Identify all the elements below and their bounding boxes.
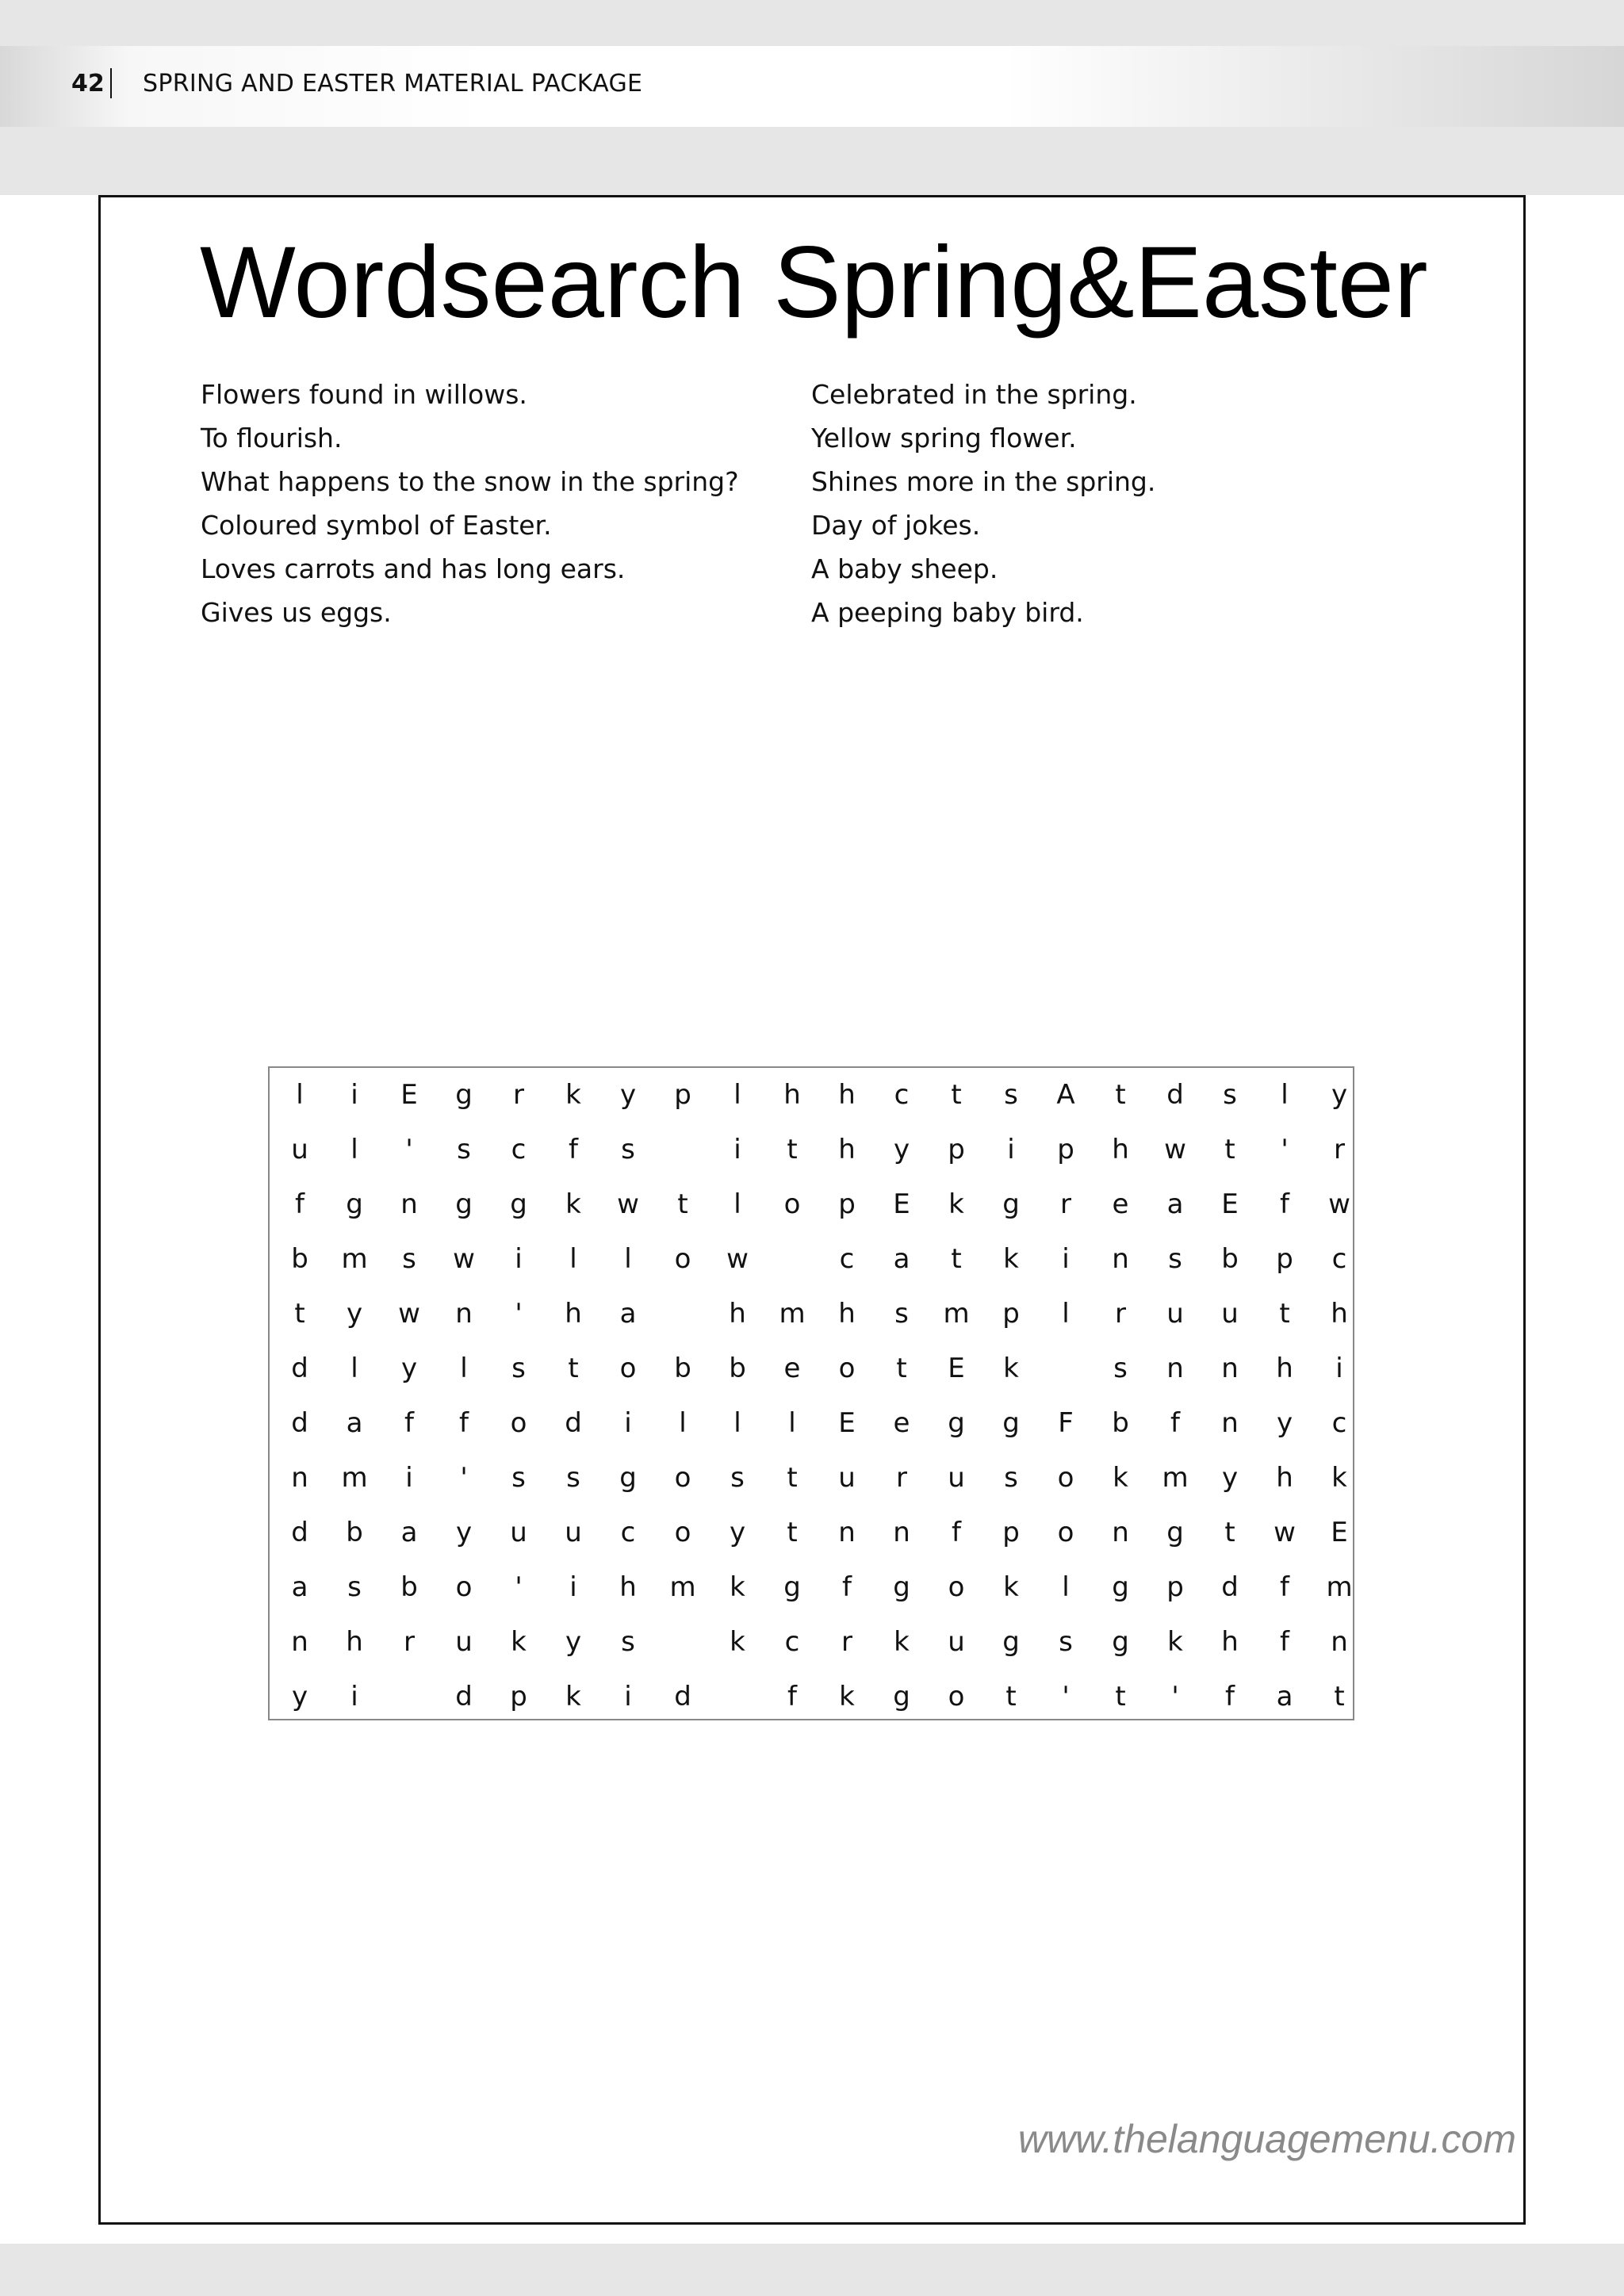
grid-cell xyxy=(656,1123,710,1177)
grid-cell: y xyxy=(1331,1079,1348,1111)
grid-cell: i xyxy=(1007,1134,1015,1165)
grid-cell: y xyxy=(455,1517,473,1548)
grid-row xyxy=(270,1560,1353,1615)
grid-cell: g xyxy=(783,1571,801,1603)
grid-cell: n xyxy=(1221,1407,1239,1439)
grid-cell: h xyxy=(838,1298,856,1330)
grid-cell: r xyxy=(513,1079,524,1111)
grid-cell: h xyxy=(565,1298,582,1330)
grid-cell: a xyxy=(1166,1188,1184,1220)
grid-cell: i xyxy=(405,1462,413,1494)
grid-cell: y xyxy=(1276,1407,1293,1439)
grid-row xyxy=(270,1232,1353,1287)
grid-cell: t xyxy=(787,1134,798,1165)
grid-cell: d xyxy=(1166,1079,1184,1111)
grid-cell: l xyxy=(569,1243,577,1275)
grid-cell: h xyxy=(619,1571,637,1603)
grid-cell: ' xyxy=(1171,1681,1179,1712)
grid-cell: g xyxy=(1002,1626,1020,1658)
grid-cell: d xyxy=(291,1517,308,1548)
grid-cell: o xyxy=(1057,1517,1074,1548)
grid-cell: u xyxy=(1221,1298,1239,1330)
grid-cell: o xyxy=(510,1407,527,1439)
grid-cell: E xyxy=(1331,1517,1348,1548)
grid-cell: u xyxy=(948,1462,965,1494)
grid-cell: c xyxy=(1331,1407,1347,1439)
grid-cell xyxy=(710,1670,765,1724)
grid-cell: t xyxy=(1279,1298,1290,1330)
grid-cell: o xyxy=(455,1571,473,1603)
grid-cell: t xyxy=(1115,1079,1126,1111)
grid-cell: p xyxy=(1057,1134,1074,1165)
grid-cell: n xyxy=(291,1462,308,1494)
grid-cell: k xyxy=(1003,1571,1019,1603)
grid-cell: g xyxy=(455,1079,473,1111)
grid-cell: l xyxy=(296,1079,304,1111)
grid-cell: e xyxy=(1112,1188,1129,1220)
grid-cell: h xyxy=(1276,1353,1293,1384)
grid-cell: o xyxy=(674,1517,691,1548)
grid-cell: r xyxy=(1115,1298,1126,1330)
grid-cell: n xyxy=(291,1626,308,1658)
grid-cell: i xyxy=(350,1079,358,1111)
clue: Yellow spring flower. xyxy=(811,423,1077,453)
grid-cell: n xyxy=(838,1517,856,1548)
grid-cell: a xyxy=(400,1517,418,1548)
grid-cell: k xyxy=(730,1571,745,1603)
grid-cell: r xyxy=(404,1626,415,1658)
grid-cell: o xyxy=(838,1353,856,1384)
grid-cell: y xyxy=(893,1134,910,1165)
grid-cell: s xyxy=(457,1134,471,1165)
grid-cell: b xyxy=(1221,1243,1239,1275)
grid-cell: f xyxy=(404,1407,414,1439)
grid-cell: t xyxy=(787,1517,798,1548)
grid-row xyxy=(270,1341,1353,1396)
grid-cell: d xyxy=(291,1407,308,1439)
grid-cell: o xyxy=(619,1353,637,1384)
grid-cell: k xyxy=(1113,1462,1128,1494)
grid-cell: h xyxy=(1221,1626,1239,1658)
grid-row xyxy=(270,1123,1353,1177)
grid-cell: ' xyxy=(460,1462,468,1494)
grid-cell: f xyxy=(1225,1681,1235,1712)
grid-cell: w xyxy=(1328,1188,1350,1220)
grid-cell: i xyxy=(515,1243,523,1275)
grid-cell: k xyxy=(894,1626,910,1658)
bottom-band xyxy=(0,2244,1624,2296)
grid-cell: y xyxy=(729,1517,746,1548)
grid-cell: g xyxy=(1002,1407,1020,1439)
grid-cell: u xyxy=(1166,1298,1184,1330)
grid-cell: E xyxy=(838,1407,856,1439)
grid-cell: g xyxy=(510,1188,527,1220)
grid-cell: p xyxy=(948,1134,965,1165)
grid-cell: t xyxy=(568,1353,579,1384)
grid-cell: g xyxy=(1166,1517,1184,1548)
page-number: 42 xyxy=(71,70,105,98)
grid-cell: d xyxy=(455,1681,473,1712)
grid-cell: o xyxy=(674,1243,691,1275)
grid-cell: l xyxy=(733,1407,741,1439)
clue: Shines more in the spring. xyxy=(811,466,1156,497)
grid-cell: E xyxy=(400,1079,418,1111)
grid-cell: k xyxy=(511,1626,527,1658)
grid-cell: h xyxy=(783,1079,801,1111)
grid-cell xyxy=(1039,1341,1094,1396)
grid-cell: s xyxy=(511,1462,526,1494)
grid-cell: h xyxy=(838,1079,856,1111)
grid-cell: m xyxy=(779,1298,806,1330)
grid-cell: n xyxy=(455,1298,473,1330)
grid-cell: p xyxy=(838,1188,856,1220)
grid-cell: d xyxy=(291,1353,308,1384)
grid-cell: h xyxy=(729,1298,746,1330)
grid-cell: g xyxy=(1112,1626,1129,1658)
grid-cell: ' xyxy=(405,1134,413,1165)
grid-cell: n xyxy=(1112,1517,1129,1548)
grid-cell: s xyxy=(1059,1626,1073,1658)
grid-cell: h xyxy=(1276,1462,1293,1494)
grid-cell xyxy=(656,1287,710,1341)
grid-cell: w xyxy=(1274,1517,1296,1548)
grid-cell: p xyxy=(1166,1571,1184,1603)
grid-cell: e xyxy=(893,1407,910,1439)
grid-cell: k xyxy=(565,1188,581,1220)
grid-cell: g xyxy=(455,1188,473,1220)
grid-cell: l xyxy=(733,1079,741,1111)
grid-row xyxy=(270,1615,1353,1670)
grid-cell: c xyxy=(784,1626,800,1658)
grid-cell: a xyxy=(291,1571,308,1603)
grid-cell: f xyxy=(1170,1407,1180,1439)
grid-cell: u xyxy=(291,1134,308,1165)
grid-cell: b xyxy=(400,1571,418,1603)
grid-cell: s xyxy=(894,1298,909,1330)
grid-cell: k xyxy=(1003,1243,1019,1275)
grid-cell: t xyxy=(951,1079,962,1111)
grid-cell: s xyxy=(1223,1079,1237,1111)
grid-cell: s xyxy=(566,1462,580,1494)
grid-cell: E xyxy=(948,1353,965,1384)
grid-cell: g xyxy=(948,1407,965,1439)
grid-cell: u xyxy=(948,1626,965,1658)
grid-cell: f xyxy=(569,1134,578,1165)
grid-cell: s xyxy=(402,1243,416,1275)
grid-cell: c xyxy=(620,1517,636,1548)
grid-cell: i xyxy=(733,1134,741,1165)
grid-cell: r xyxy=(841,1626,852,1658)
grid-cell: o xyxy=(948,1571,965,1603)
grid-cell: p xyxy=(510,1681,527,1712)
grid-cell: m xyxy=(341,1462,368,1494)
grid-cell: g xyxy=(893,1571,910,1603)
grid-cell: l xyxy=(1281,1079,1289,1111)
grid-cell: f xyxy=(295,1188,304,1220)
grid-cell: y xyxy=(565,1626,582,1658)
grid-cell: a xyxy=(1276,1681,1293,1712)
grid-cell: l xyxy=(679,1407,687,1439)
clue: Day of jokes. xyxy=(811,510,981,541)
grid-cell: t xyxy=(1224,1134,1235,1165)
grid-cell: n xyxy=(1331,1626,1348,1658)
grid-cell: i xyxy=(624,1681,632,1712)
grid-cell: a xyxy=(346,1407,363,1439)
grid-cell: l xyxy=(460,1353,468,1384)
grid-cell: u xyxy=(455,1626,473,1658)
grid-cell: A xyxy=(1056,1079,1075,1111)
grid-cell: s xyxy=(621,1626,635,1658)
grid-cell: p xyxy=(1002,1298,1020,1330)
clue: A baby sheep. xyxy=(811,553,998,584)
grid-cell: i xyxy=(1062,1243,1070,1275)
grid-cell: n xyxy=(893,1517,910,1548)
grid-cell: b xyxy=(729,1353,746,1384)
grid-cell: i xyxy=(624,1407,632,1439)
grid-row xyxy=(270,1287,1353,1341)
grid-cell: l xyxy=(350,1134,358,1165)
grid-cell: l xyxy=(624,1243,632,1275)
wordsearch-grid xyxy=(268,1066,1354,1720)
grid-cell: y xyxy=(619,1079,637,1111)
grid-cell: i xyxy=(569,1571,577,1603)
clue: Celebrated in the spring. xyxy=(811,379,1137,410)
grid-cell: r xyxy=(1060,1188,1071,1220)
grid-cell: k xyxy=(730,1626,745,1658)
grid-cell: w xyxy=(726,1243,749,1275)
grid-cell: c xyxy=(511,1134,527,1165)
clue: Flowers found in willows. xyxy=(201,379,527,410)
grid-cell: b xyxy=(674,1353,691,1384)
grid-cell: h xyxy=(1112,1134,1129,1165)
grid-cell: g xyxy=(619,1462,637,1494)
grid-cell: p xyxy=(1276,1243,1293,1275)
grid-cell: u xyxy=(510,1517,527,1548)
grid-cell: d xyxy=(1221,1571,1239,1603)
grid-cell: p xyxy=(674,1079,691,1111)
grid-cell: t xyxy=(1334,1681,1345,1712)
grid-cell: b xyxy=(346,1517,363,1548)
grid-cell: t xyxy=(1224,1517,1235,1548)
grid-cell: u xyxy=(838,1462,856,1494)
grid-cell: r xyxy=(1334,1134,1345,1165)
grid-cell: s xyxy=(511,1353,526,1384)
grid-cell: l xyxy=(733,1188,741,1220)
grid-cell: ' xyxy=(515,1298,523,1330)
grid-cell: a xyxy=(619,1298,637,1330)
website-url: www.thelanguagemenu.com xyxy=(1017,2117,1516,2161)
clue-list-right xyxy=(811,373,1155,634)
grid-cell: w xyxy=(453,1243,475,1275)
grid-cell: w xyxy=(617,1188,639,1220)
grid-cell: l xyxy=(1062,1571,1070,1603)
grid-cell: k xyxy=(565,1079,581,1111)
grid-cell: s xyxy=(1113,1353,1128,1384)
grid-cell: b xyxy=(1112,1407,1129,1439)
grid-cell: k xyxy=(948,1188,964,1220)
grid-cell: h xyxy=(346,1626,363,1658)
grid-cell: p xyxy=(1002,1517,1020,1548)
grid-cell: i xyxy=(1335,1353,1343,1384)
grid-cell: w xyxy=(1164,1134,1186,1165)
grid-cell: g xyxy=(1112,1571,1129,1603)
grid-cell: s xyxy=(1004,1462,1018,1494)
grid-cell xyxy=(765,1232,820,1287)
grid-cell xyxy=(382,1670,437,1724)
grid-cell: m xyxy=(1326,1571,1353,1603)
grid-row xyxy=(270,1451,1353,1506)
grid-cell: l xyxy=(788,1407,796,1439)
grid-cell: l xyxy=(1062,1298,1070,1330)
grid-cell: b xyxy=(291,1243,308,1275)
grid-row xyxy=(270,1396,1353,1451)
grid-row xyxy=(270,1670,1353,1724)
grid-cell: s xyxy=(730,1462,745,1494)
grid-cell: m xyxy=(341,1243,368,1275)
grid-cell: ' xyxy=(515,1571,523,1603)
grid-row xyxy=(270,1068,1353,1123)
grid-cell: d xyxy=(565,1407,582,1439)
grid-cell: f xyxy=(787,1681,797,1712)
grid-cell: o xyxy=(783,1188,801,1220)
grid-cell: d xyxy=(674,1681,691,1712)
grid-cell: t xyxy=(1005,1681,1017,1712)
grid-cell: s xyxy=(1168,1243,1182,1275)
grid-cell: a xyxy=(893,1243,910,1275)
grid-cell: t xyxy=(787,1462,798,1494)
grid-cell: r xyxy=(896,1462,907,1494)
grid-cell: E xyxy=(1221,1188,1239,1220)
grid-cell: t xyxy=(1115,1681,1126,1712)
grid-cell: g xyxy=(893,1681,910,1712)
grid-cell: ' xyxy=(1062,1681,1070,1712)
grid-cell: s xyxy=(347,1571,362,1603)
header-title: SPRING AND EASTER MATERIAL PACKAGE xyxy=(143,70,643,98)
grid-cell: y xyxy=(291,1681,308,1712)
grid-cell: t xyxy=(677,1188,688,1220)
grid-cell: o xyxy=(1057,1462,1074,1494)
grid-cell: f xyxy=(1280,1571,1289,1603)
grid-cell: g xyxy=(346,1188,363,1220)
grid-cell: l xyxy=(350,1353,358,1384)
grid-cell: k xyxy=(565,1681,581,1712)
header-divider xyxy=(110,68,112,98)
grid-cell: k xyxy=(1331,1462,1347,1494)
grid-cell: y xyxy=(346,1298,363,1330)
grid-cell: ' xyxy=(1281,1134,1289,1165)
grid-cell: c xyxy=(894,1079,910,1111)
grid-cell: t xyxy=(896,1353,907,1384)
clue: Gives us eggs. xyxy=(201,597,392,628)
grid-cell: k xyxy=(1167,1626,1183,1658)
grid-cell: n xyxy=(1166,1353,1184,1384)
grid-cell: F xyxy=(1058,1407,1074,1439)
grid-cell: n xyxy=(1112,1243,1129,1275)
worksheet-title: Wordsearch Spring&Easter xyxy=(200,226,1428,339)
grid-cell: f xyxy=(1280,1188,1289,1220)
clue: A peeping baby bird. xyxy=(811,597,1084,628)
grid-cell: n xyxy=(1221,1353,1239,1384)
grid-cell: t xyxy=(951,1243,962,1275)
grid-cell: f xyxy=(1280,1626,1289,1658)
grid-cell: y xyxy=(400,1353,418,1384)
grid-cell: c xyxy=(839,1243,855,1275)
grid-cell: w xyxy=(398,1298,420,1330)
grid-cell: m xyxy=(1162,1462,1189,1494)
grid-cell: k xyxy=(839,1681,855,1712)
grid-cell: f xyxy=(459,1407,469,1439)
grid-cell: k xyxy=(1003,1353,1019,1384)
grid-cell: o xyxy=(674,1462,691,1494)
grid-cell: e xyxy=(783,1353,801,1384)
grid-cell: h xyxy=(1331,1298,1348,1330)
grid-cell: n xyxy=(400,1188,418,1220)
grid-row xyxy=(270,1506,1353,1560)
grid-cell: m xyxy=(669,1571,696,1603)
grid-cell: m xyxy=(943,1298,970,1330)
clue-list-left xyxy=(201,373,739,634)
grid-cell: s xyxy=(1004,1079,1018,1111)
clue: Loves carrots and has long ears. xyxy=(201,553,626,584)
grid-cell: s xyxy=(621,1134,635,1165)
clue: To flourish. xyxy=(201,423,343,453)
grid-cell: E xyxy=(893,1188,910,1220)
grid-cell: y xyxy=(1221,1462,1239,1494)
grid-cell: f xyxy=(842,1571,852,1603)
grid-cell: t xyxy=(294,1298,305,1330)
grid-cell xyxy=(656,1615,710,1670)
grid-cell: h xyxy=(838,1134,856,1165)
grid-cell: c xyxy=(1331,1243,1347,1275)
grid-cell: i xyxy=(350,1681,358,1712)
grid-cell: o xyxy=(948,1681,965,1712)
grid-cell: g xyxy=(1002,1188,1020,1220)
grid-cell: f xyxy=(952,1517,961,1548)
clue: What happens to the snow in the spring? xyxy=(201,466,739,497)
grid-cell: u xyxy=(565,1517,582,1548)
grid-row xyxy=(270,1177,1353,1232)
clue: Coloured symbol of Easter. xyxy=(201,510,552,541)
